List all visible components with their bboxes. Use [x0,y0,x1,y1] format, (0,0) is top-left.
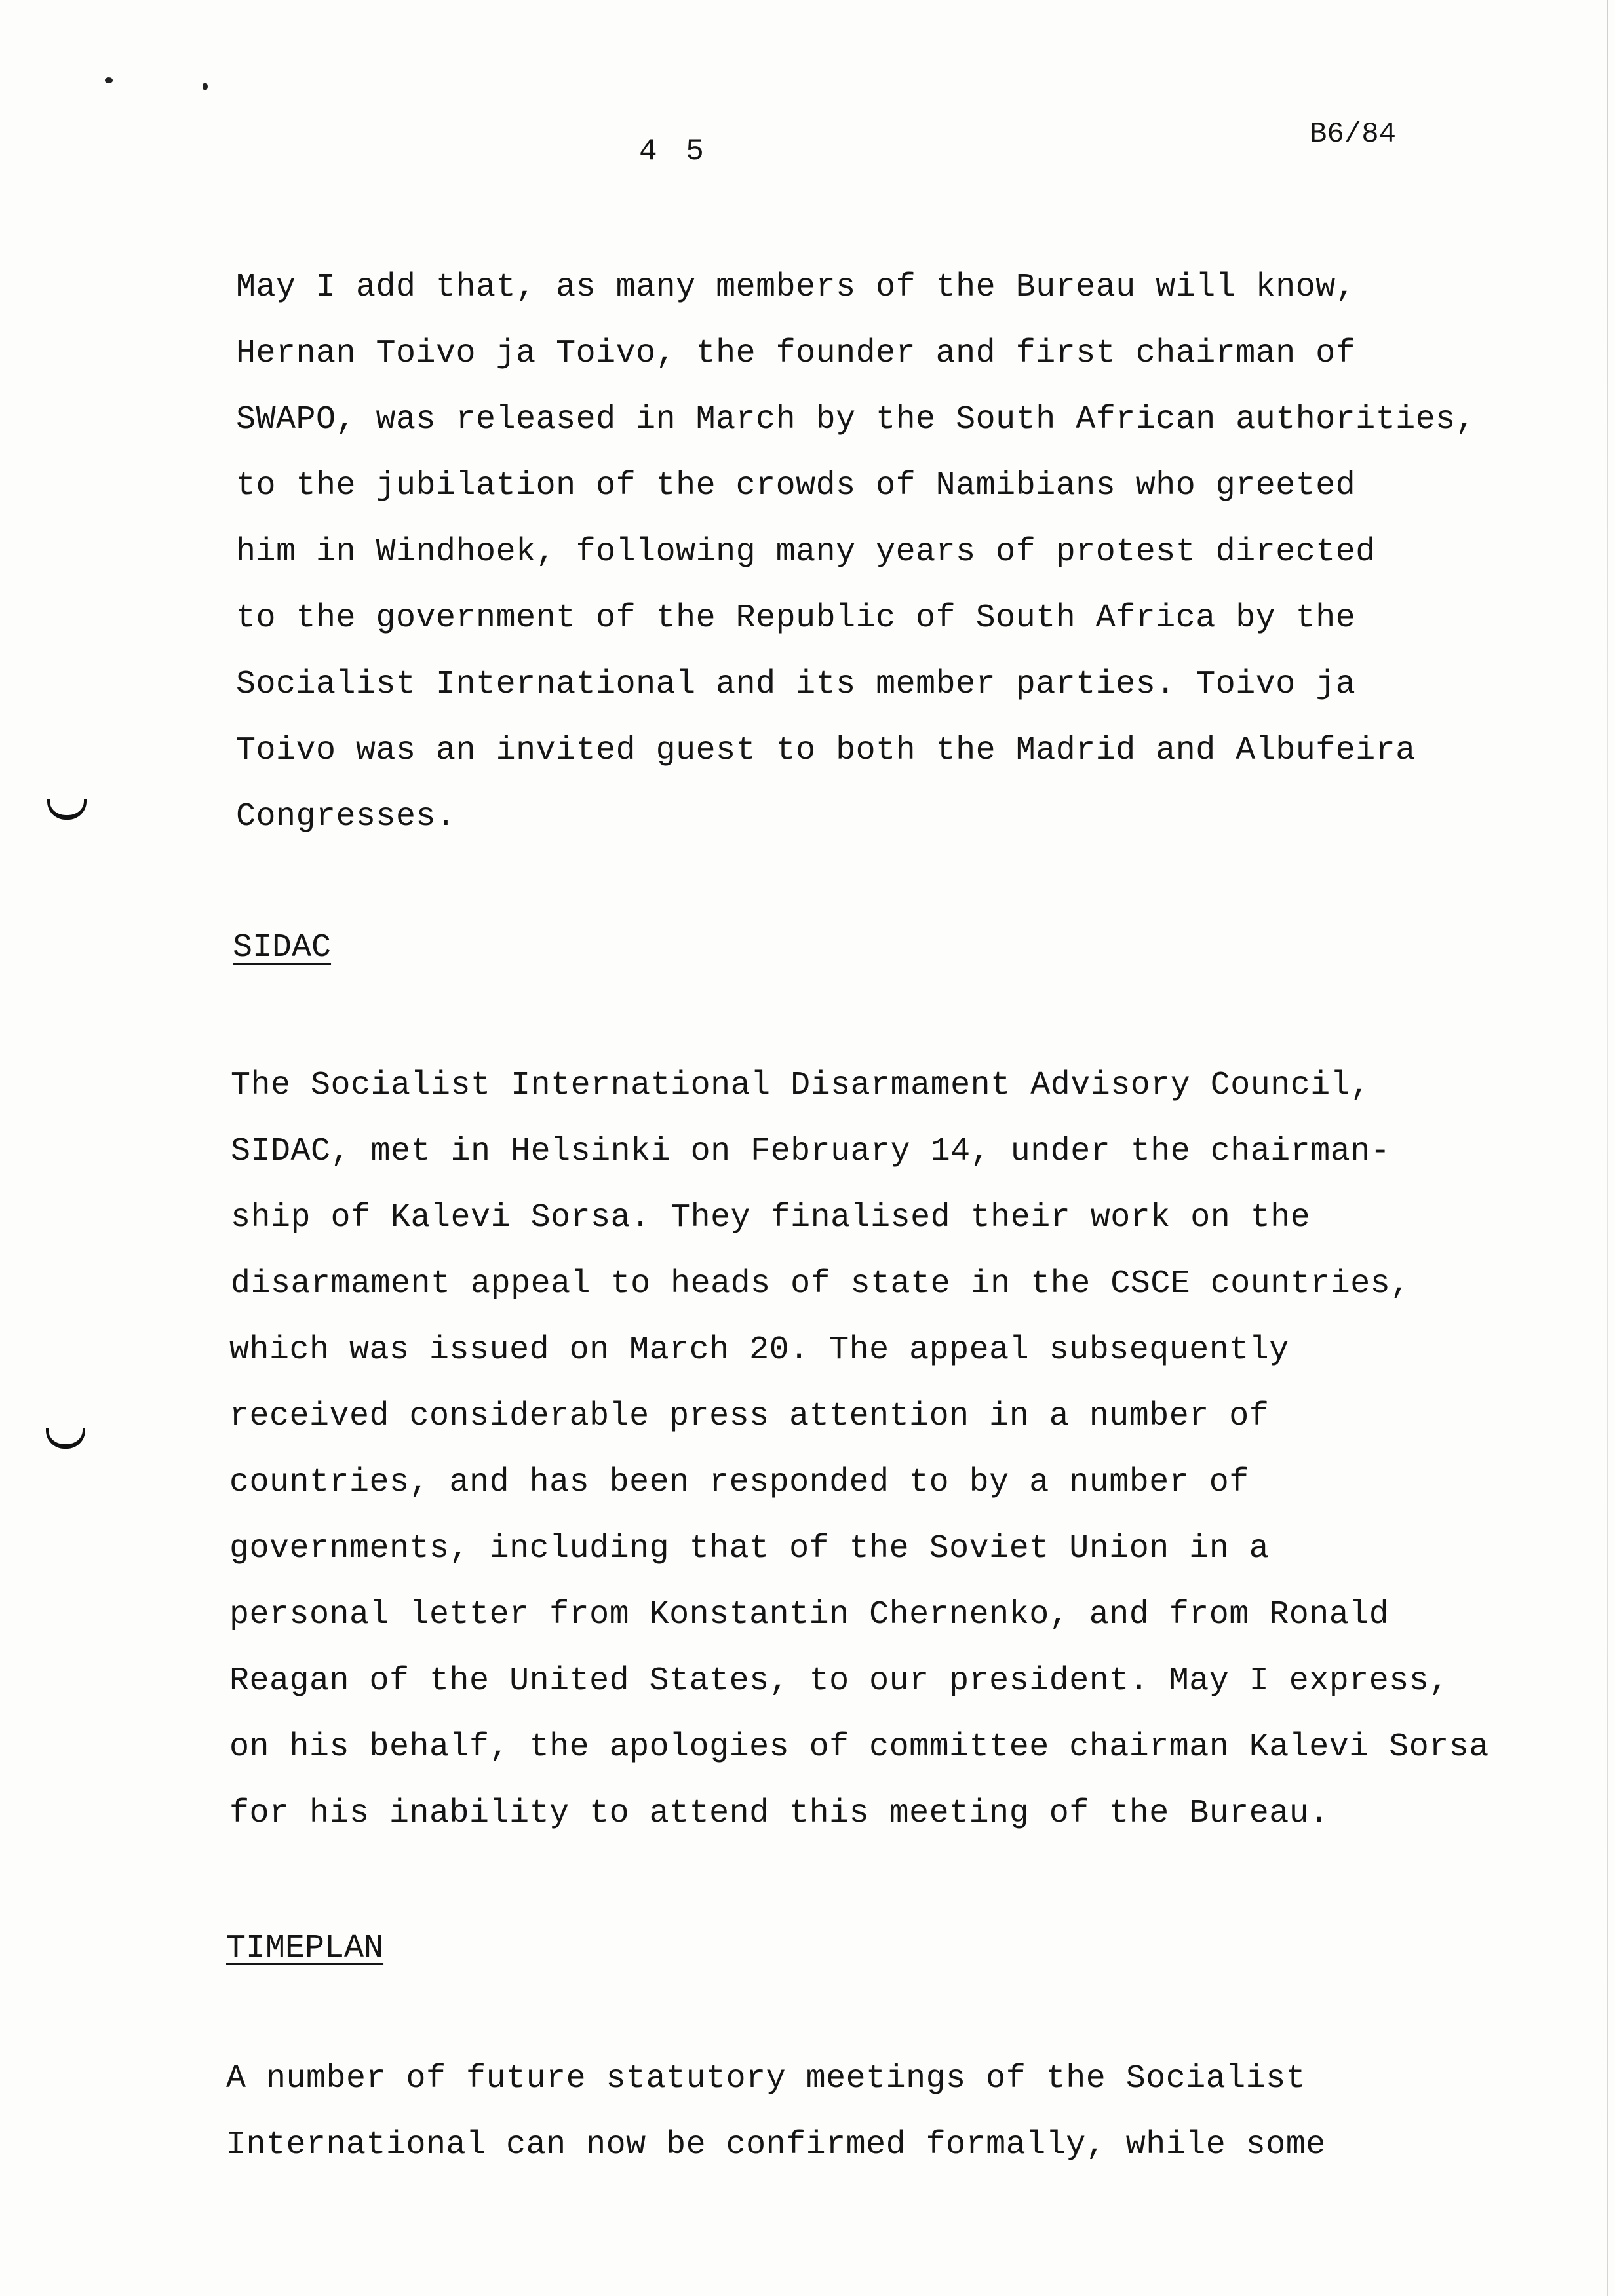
section-heading-timeplan: TIMEPLAN [226,1930,384,1967]
paragraph-line: SIDAC, met in Helsinki on February 14, under the chairman- [231,1133,1391,1170]
paragraph-line: received considerable press attention in a number of [229,1398,1270,1435]
paragraph-line: which was issued on March 20. The appeal subsequently [229,1331,1289,1369]
paragraph-line: to the government of the Republic of South Africa by the [236,600,1356,637]
paragraph-line: Congresses. [236,798,456,835]
paragraph-line: Hernan Toivo ja Toivo, the founder and first chairman of [236,335,1356,372]
ink-speck [105,77,113,83]
paragraph-line: him in Windhoek, following many years of protest directed [236,533,1376,571]
paragraph-line: to the jubilation of the crowds of Namibians who greeted [236,467,1356,505]
paragraph-line: disarmament appeal to heads of state in the CSCE countries, [231,1265,1411,1303]
paragraph-line: A number of future statutory meetings of the Socialist [226,2060,1306,2097]
section-heading-sidac: SIDAC [233,929,332,966]
paragraph-line: The Socialist International Disarmament Advisory Council, [231,1067,1371,1104]
page-number: 4 5 [639,134,709,168]
paragraph-line: International can now be confirmed formally, while some [226,2126,1326,2164]
paragraph-line: Reagan of the United States, to our president. May I express, [229,1662,1449,1700]
document-reference: B6/84 [1310,118,1397,151]
paragraph-line: on his behalf, the apologies of committee chairman Kalevi Sorsa [229,1729,1489,1766]
punch-hole-mark [47,799,87,820]
paragraph-line: governments, including that of the Soviet Union in a [229,1530,1270,1567]
paragraph-line: for his inability to attend this meeting of the Bureau. [229,1795,1329,1832]
punch-hole-mark [46,1428,85,1449]
paragraph-line: May I add that, as many members of the Bureau will know, [236,269,1356,306]
paragraph-line: countries, and has been responded to by a number of [229,1464,1249,1501]
paragraph-line: SWAPO, was released in March by the South African authorities, [236,401,1476,438]
paragraph-line: ship of Kalevi Sorsa. They finalised their work on the [231,1199,1311,1236]
ink-speck [203,83,208,90]
paragraph-line: Toivo was an invited guest to both the Madrid and Albufeira [236,732,1416,769]
paragraph-line: Socialist International and its member parties. Toivo ja [236,666,1356,703]
paragraph-line: personal letter from Konstantin Chernenko, and from Ronald [229,1596,1390,1634]
page-edge [1607,0,1608,2296]
